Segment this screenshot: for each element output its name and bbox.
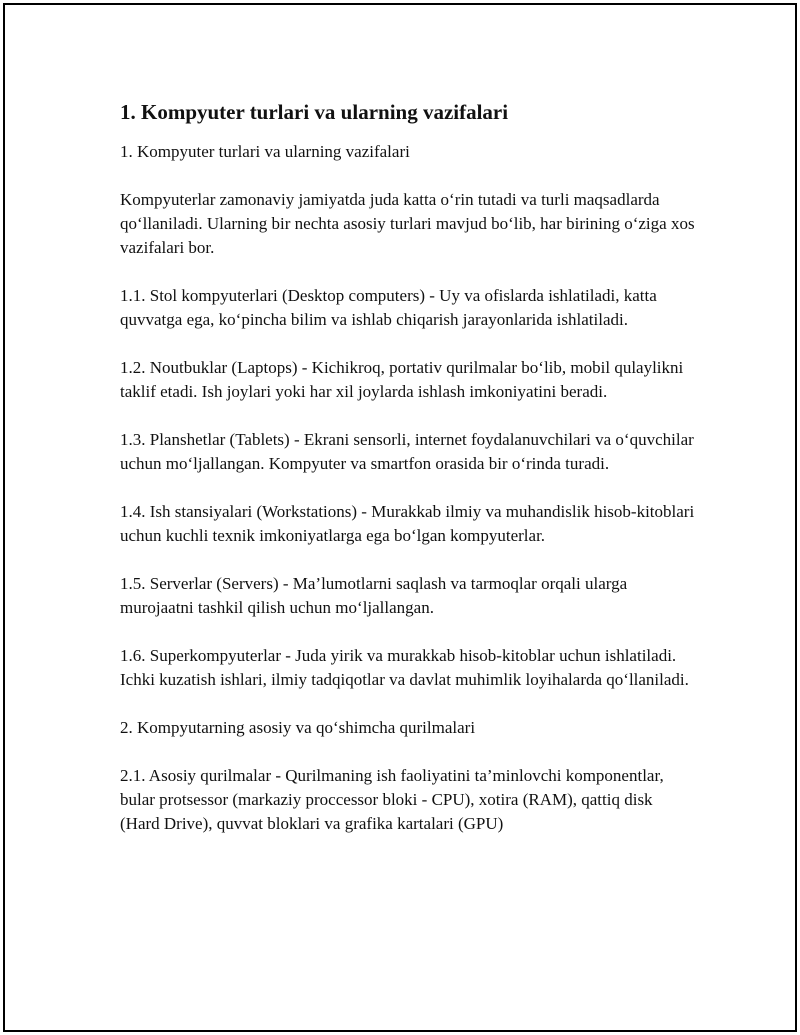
document-content (120, 98, 695, 860)
paragraph: 1.4. Ish stansiyalari (Workstations) - Murakkab ilmiy va muhandislik hisob-kitoblari uchun kuchli texnik imkoniyatlarga ega bo‘lgan kompyuterlar. (120, 502, 695, 545)
paragraph: 1. Kompyuter turlari va ularning vazifalari (120, 142, 410, 161)
paragraph: 1.5. Serverlar (Servers) - Ma’lumotlarni saqlash va tarmoqlar orqali ularga murojaatni tashkil qilish uchun mo‘ljallangan. (120, 574, 628, 617)
paragraph: 1.3. Planshetlar (Tablets) - Ekrani sensorli, internet foydalanuvchilari va o‘quvchilar uchun mo‘ljallangan. Kompyuter va smartfon orasida bir o‘rinda turadi. (120, 430, 694, 473)
section-heading: 2. Kompyutarning asosiy va qo‘shimcha qurilmalari (120, 718, 476, 737)
paragraph: 1.2. Noutbuklar (Laptops) - Kichikroq, portativ qurilmalar bo‘lib, mobil qulaylikni taklif etadi. Ish joylari yoki har xil joylarda ishlash imkoniyatini beradi. (120, 358, 684, 401)
paragraph: 1.1. Stol kompyuterlari (Desktop computers) - Uy va ofislarda ishlatiladi, katta quvvatga ega, ko‘pincha bilim va ishlab chiqarish jarayonlarida ishlatiladi. (120, 286, 657, 329)
paragraph: 1.6. Superkompyuterlar - Juda yirik va murakkab hisob-kitoblar uchun ishlatiladi. Ichki kuzatish ishlari, ilmiy tadqiqotlar va davlat muhimlik loyihalarda qo‘llaniladi. (120, 646, 689, 689)
paragraph: 2.1. Asosiy qurilmalar - Qurilmaning ish faoliyatini ta’minlovchi komponentlar, bular protsessor (markaziy proccessor bloki - CPU), xotira (RAM), qattiq disk (Hard Drive), quvvat bloklari va grafika kartalari (GPU) (120, 766, 664, 833)
paragraph: Kompyuterlar zamonaviy jamiyatda juda katta o‘rin tutadi va turli maqsadlarda qo‘llaniladi. Ularning bir nechta asosiy turlari mavjud bo‘lib, har birining o‘ziga xos vazifalari bor. (120, 190, 695, 257)
document-title: 1. Kompyuter turlari va ularning vazifalari (120, 100, 509, 124)
document-page (3, 3, 797, 1032)
